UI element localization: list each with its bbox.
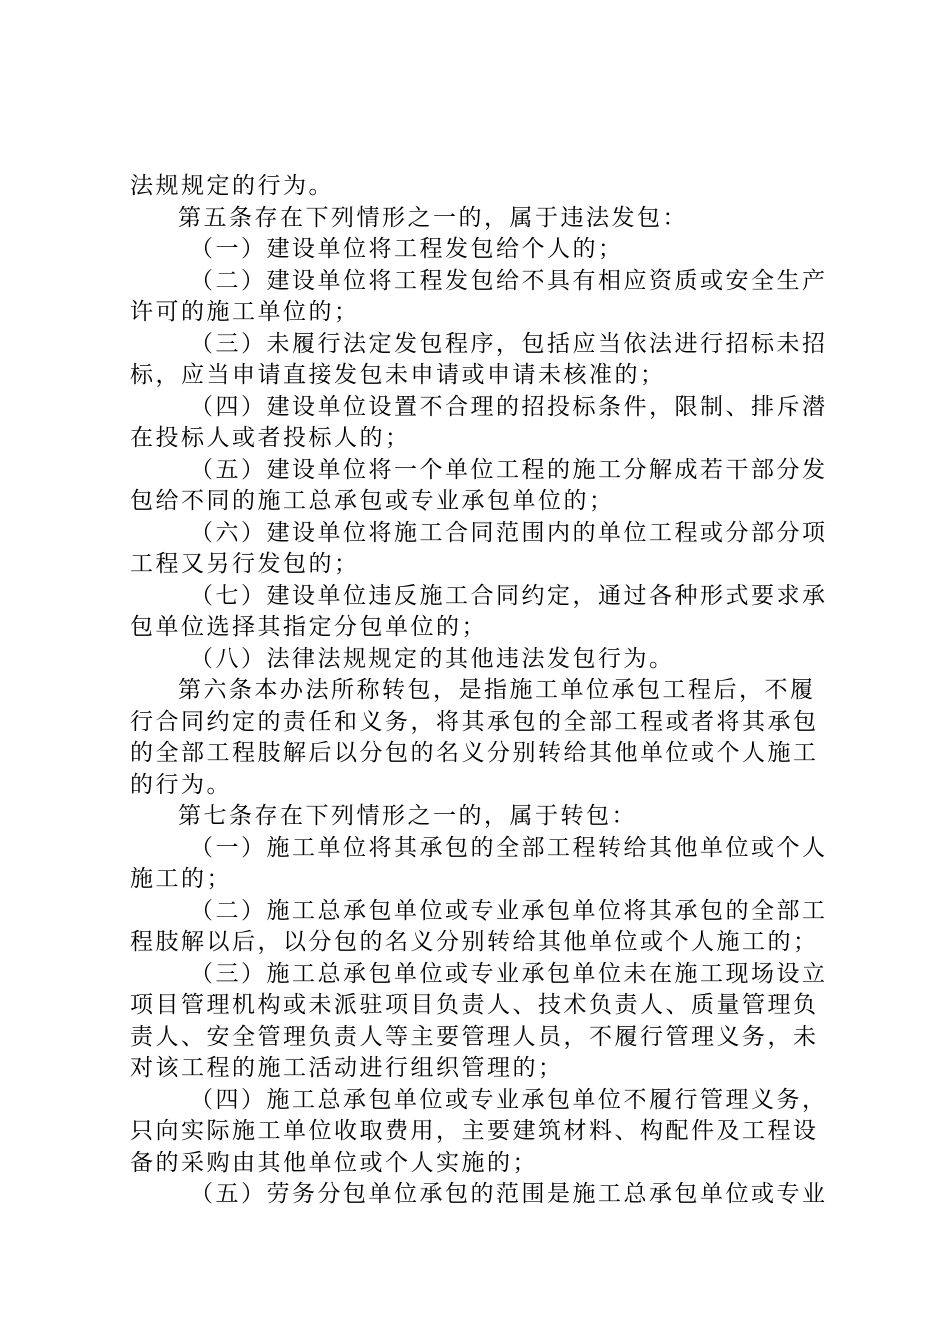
text-line: （四）建设单位设置不合理的招投标条件，限制、排斥潜: [190, 393, 828, 420]
text-line: （二）建设单位将工程发包给不具有相应资质或安全生产: [190, 267, 828, 294]
article-7-heading: 第七条存在下列情形之一的，属于转包：: [178, 803, 637, 829]
text-line: 只向实际施工单位收取费用，主要建筑材料、构配件及工程设: [130, 1118, 819, 1144]
text-line: 的行为。: [130, 771, 232, 798]
text-line: 包单位选择其指定分包单位的；: [130, 614, 487, 640]
text-line: 在投标人或者投标人的；: [130, 425, 411, 451]
text-line: （三）施工总承包单位或专业承包单位未在施工现场设立: [190, 960, 828, 987]
text-line: （一）建设单位将工程发包给个人的；: [190, 236, 624, 262]
text-line: （三）未履行法定发包程序，包括应当依法进行招标未招: [190, 330, 828, 357]
text-line: （七）建设单位违反施工合同约定，通过各种形式要求承: [190, 582, 828, 609]
text-line: 备的采购由其他单位或个人实施的；: [130, 1149, 538, 1176]
text-line: 包给不同的施工总承包或专业承包单位的；: [130, 488, 615, 514]
text-line: （四）施工总承包单位或专业承包单位不履行管理义务，: [190, 1086, 828, 1113]
article-6-heading: 第六条本办法所称转包，是指施工单位承包工程后，不履: [178, 677, 816, 703]
text-line: 标，应当申请直接发包未申请或申请未核准的；: [130, 362, 666, 388]
text-line: 行合同约定的责任和义务，将其承包的全部工程或者将其承包: [130, 708, 819, 735]
text-line: （二）施工总承包单位或专业承包单位将其承包的全部工: [190, 897, 828, 924]
text-line: 项目管理机构或未派驻项目负责人、技术负责人、质量管理负: [130, 992, 819, 1018]
article-5-heading: 第五条存在下列情形之一的，属于违法发包：: [178, 204, 688, 231]
text-line: 的全部工程肢解后以分包的名义分别转给其他单位或个人施工: [130, 740, 819, 766]
text-line: （五）劳务分包单位承包的范围是施工总承包单位或专业: [190, 1181, 828, 1207]
text-line: （八）法律法规规定的其他违法发包行为。: [190, 645, 675, 672]
text-line: （六）建设单位将施工合同范围内的单位工程或分部分项: [190, 519, 828, 546]
document-body: [130, 171, 832, 1211]
text-line: 法规规定的行为。: [130, 173, 334, 199]
text-line: 程肢解以后，以分包的名义分别转给其他单位或个人施工的；: [130, 929, 819, 955]
text-line: 施工的；: [130, 866, 232, 892]
text-line: 责人、安全管理负责人等主要管理人员，不履行管理义务，未: [130, 1023, 819, 1050]
text-line: 工程又另行发包的；: [130, 551, 360, 577]
text-line: 对该工程的施工活动进行组织管理的；: [130, 1055, 564, 1081]
text-line: （五）建设单位将一个单位工程的施工分解成若干部分发: [190, 456, 828, 483]
text-line: （一）施工单位将其承包的全部工程转给其他单位或个人: [190, 834, 828, 861]
text-line: 许可的施工单位的；: [130, 299, 360, 325]
